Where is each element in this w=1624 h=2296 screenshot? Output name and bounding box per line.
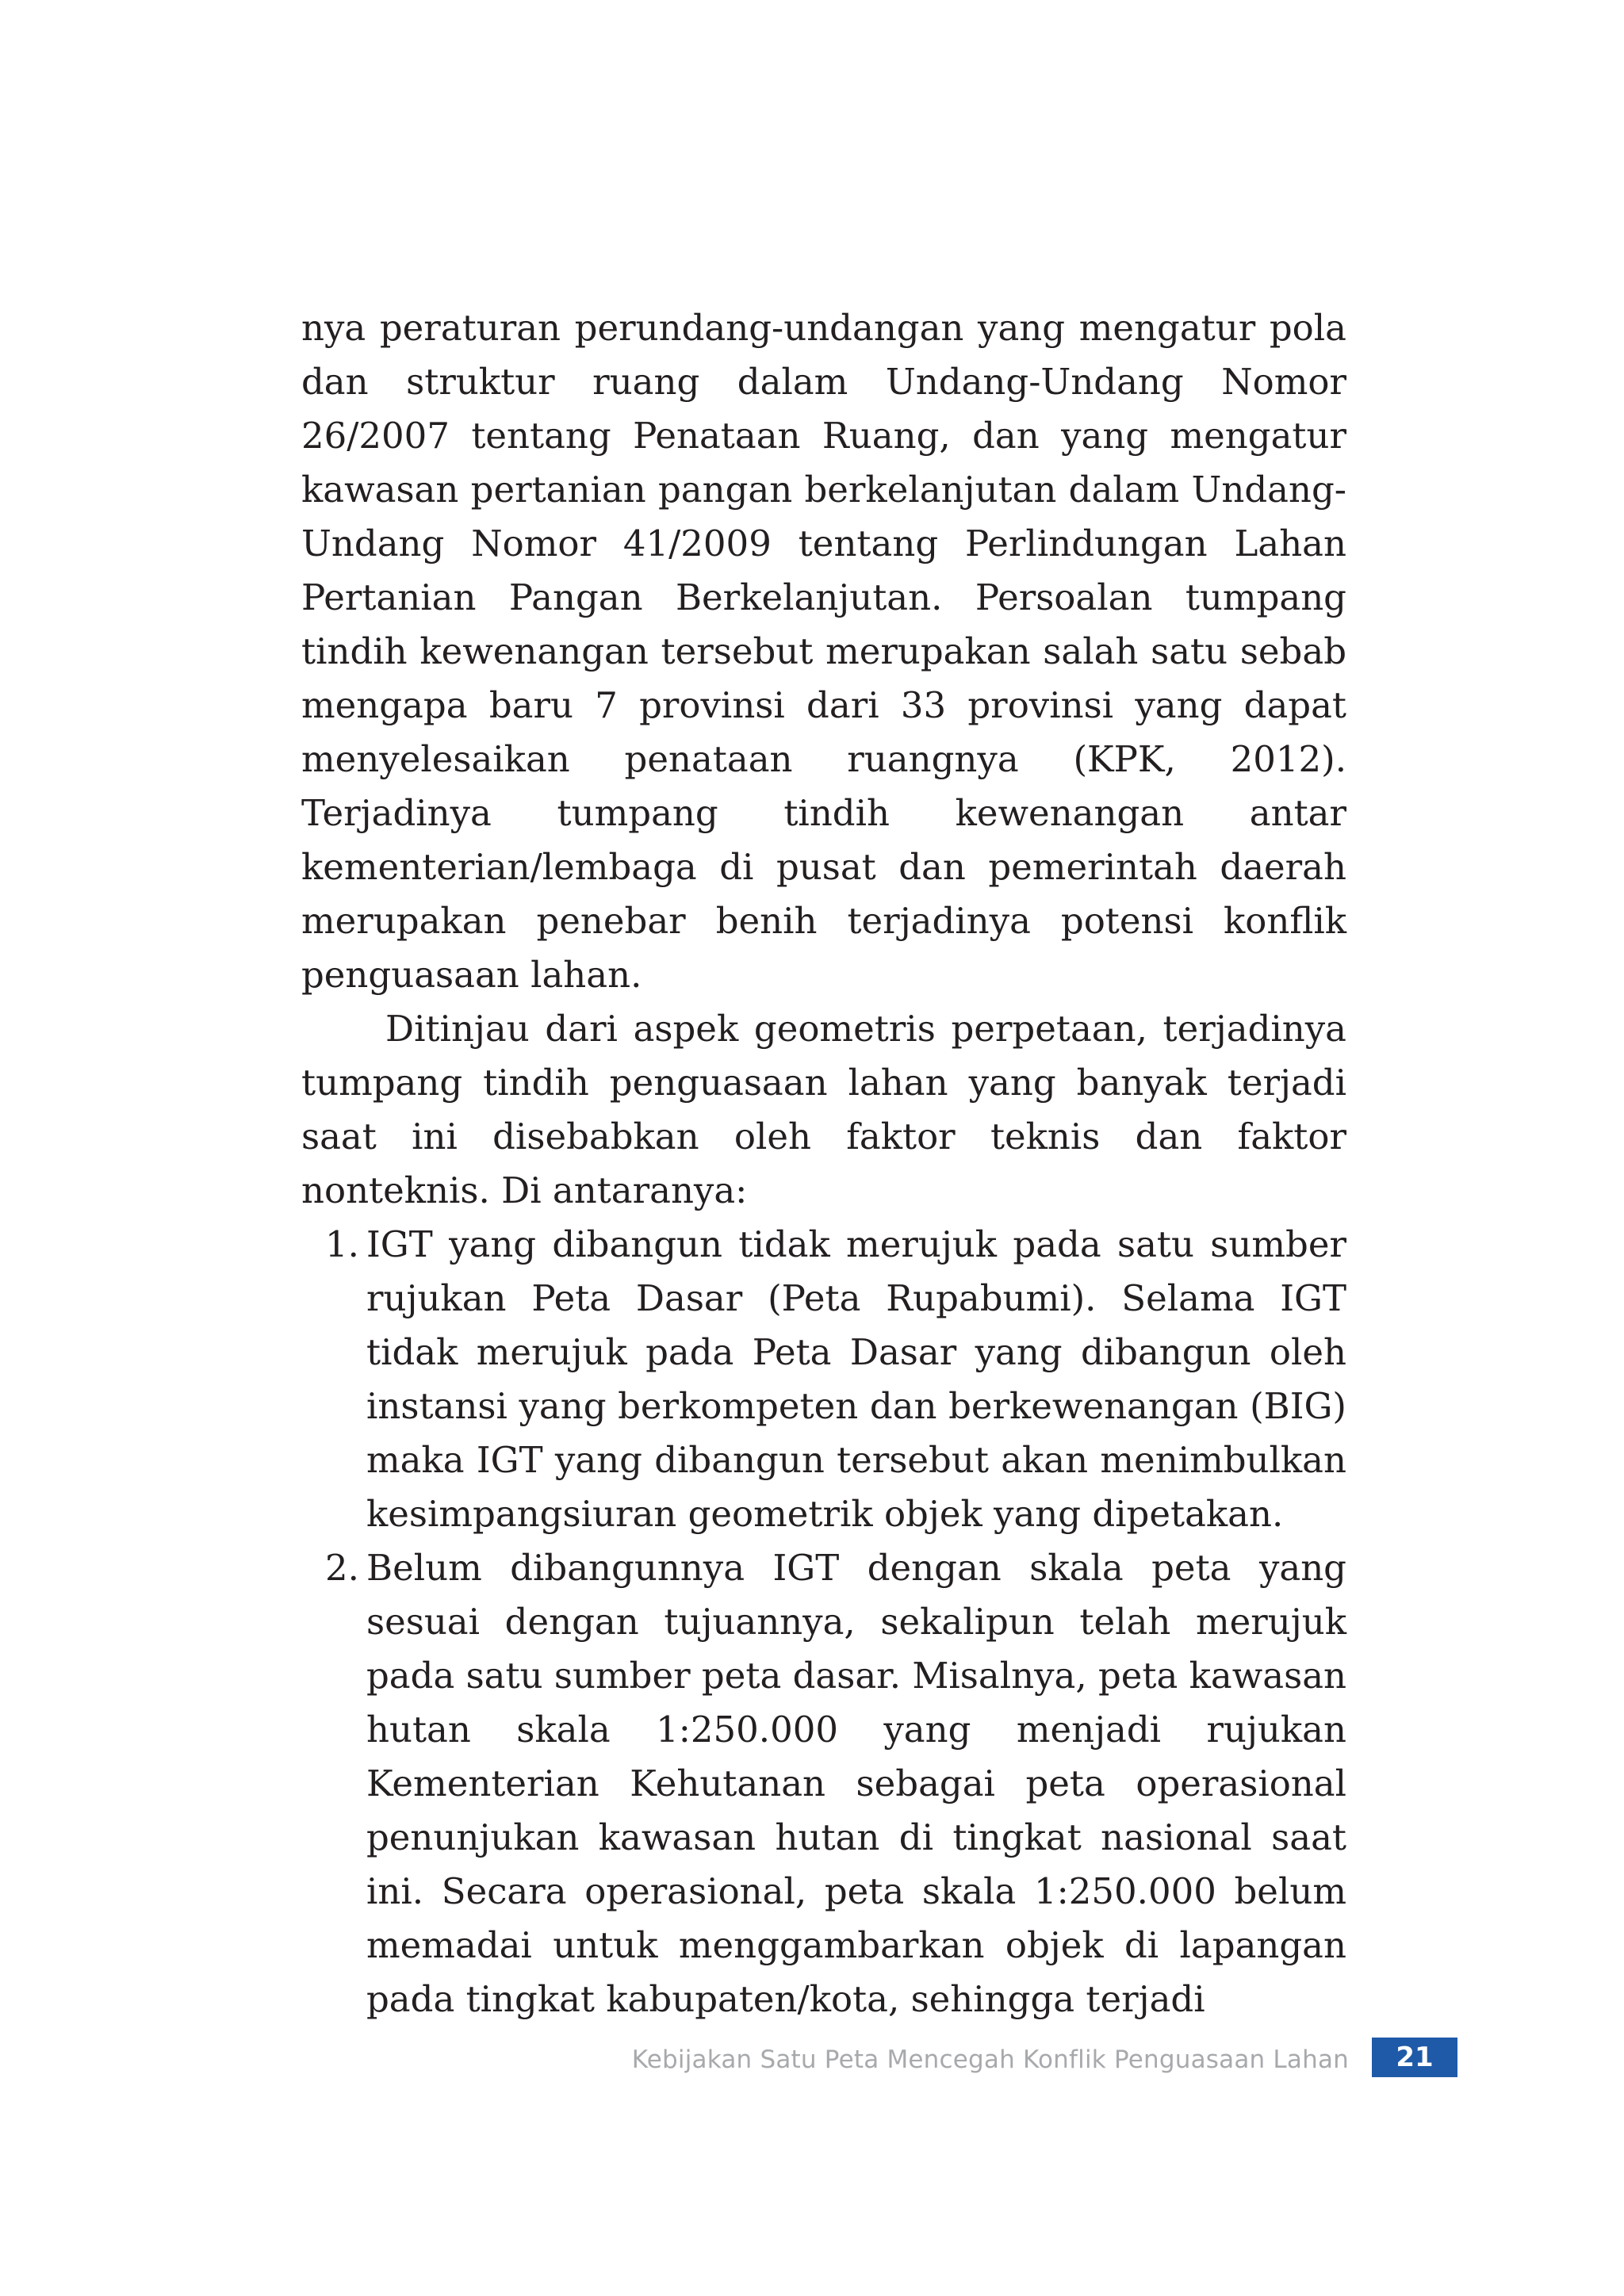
- paragraph: Ditinjau dari aspek geometris perpetaan, terjadinya tumpang tindih penguasaan lahan yang banyak terjadi saat ini disebabkan oleh faktor teknis dan faktor nonteknis. Di antaranya:: [301, 1008, 1346, 1211]
- list-item-number: 1.: [325, 1223, 359, 1265]
- paragraph: nya peraturan perundang-undangan yang mengatur pola dan struktur ruang dalam Undang-Undang Nomor 26/2007 tentang Penataan Ruang, dan yang mengatur kawasan pertanian pangan berkelanjutan dalam Undang-Undang Nomor 41/2009 tentang Perlindungan Lahan Pertanian Pangan Berkelanjutan. Persoalan tumpang tindih kewenangan tersebut merupakan salah satu sebab mengapa baru 7 provinsi dari 33 provinsi yang dapat menyelesaikan penataan ruangnya (KPK, 2012). Terjadinya tumpang tindih kewenangan antar kementerian/lembaga di pusat dan pemerintah daerah merupakan penebar benih terjadinya potensi konflik penguasaan lahan.: [301, 307, 1346, 996]
- list-item: [325, 1541, 1346, 2026]
- list-item-number: 2.: [325, 1547, 359, 1589]
- footer-book-title: Kebijakan Satu Peta Mencegah Konflik Penguasaan Lahan: [631, 2045, 1349, 2074]
- page-number: 21: [1372, 2038, 1457, 2077]
- body-text: [301, 301, 1346, 2026]
- numbered-list: [301, 1218, 1346, 2026]
- list-item: [325, 1218, 1346, 1541]
- list-item-text: Belum dibangunnya IGT dengan skala peta yang sesuai dengan tujuannya, sekalipun telah merujuk pada satu sumber peta dasar. Misalnya, peta kawasan hutan skala 1:250.000 yang menjadi rujukan Kementerian Kehutanan sebagai peta operasional penunjukan kawasan hutan di tingkat nasional saat ini. Secara operasional, peta skala 1:250.000 belum memadai untuk menggambarkan objek di lapangan pada tingkat kabupaten/kota, sehingga terjadi: [366, 1547, 1346, 2020]
- list-item-text: IGT yang dibangun tidak merujuk pada satu sumber rujukan Peta Dasar (Peta Rupabumi). Selama IGT tidak merujuk pada Peta Dasar yang dibangun oleh instansi yang berkompeten dan berkewenangan (BIG) maka IGT yang dibangun tersebut akan menimbulkan kesimpangsiuran geometrik objek yang dipetakan.: [366, 1223, 1346, 1535]
